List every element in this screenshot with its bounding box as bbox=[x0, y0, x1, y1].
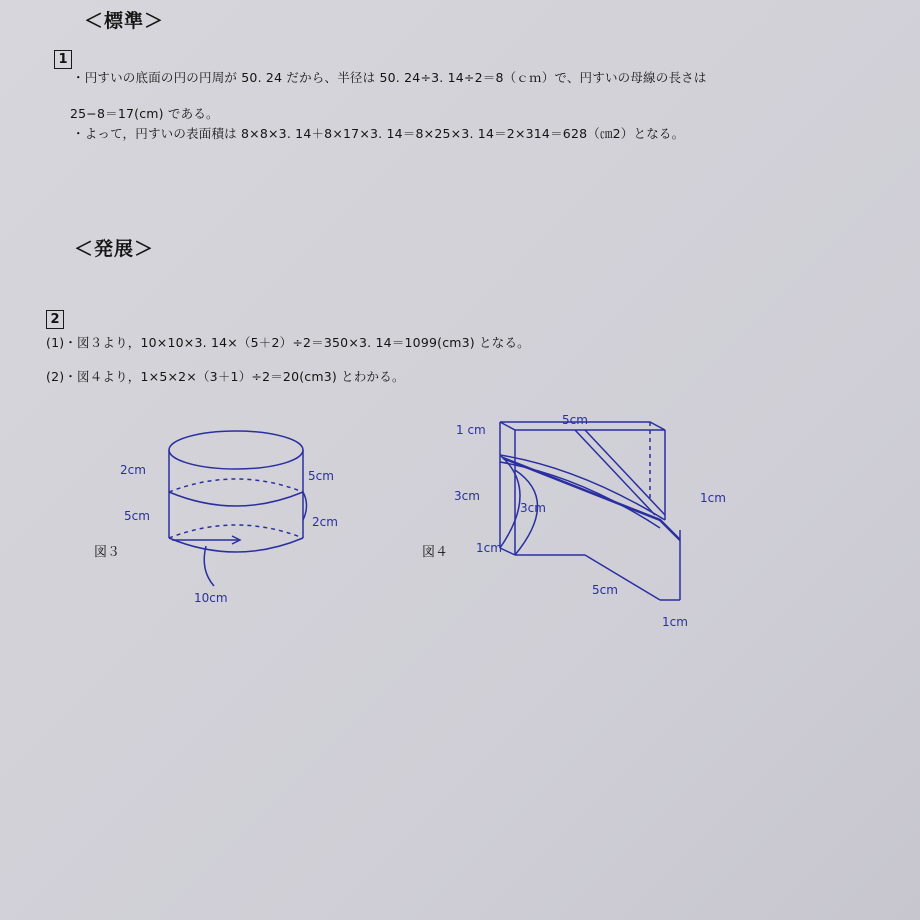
fig3-label-radius: 10cm bbox=[194, 591, 228, 605]
figure-3-caption: 図３ bbox=[94, 545, 121, 560]
problem-1-line-2: 25−8＝17(cm) である。 bbox=[70, 106, 219, 121]
fig4-label-1cm-bottom-left: 1cm bbox=[476, 541, 502, 555]
problem-1-box: 1 bbox=[54, 50, 72, 69]
problem-2-box: 2 bbox=[46, 310, 64, 329]
fig3-label-2cm-left: 2cm bbox=[120, 463, 146, 477]
fig3-label-2cm-right: 2cm bbox=[312, 515, 338, 529]
fig4-label-1cm-top: 1 cm bbox=[456, 423, 486, 437]
fig4-label-1cm-bottom: 1cm bbox=[662, 615, 688, 629]
fig4-label-5cm-bottom: 5cm bbox=[592, 583, 618, 597]
problem-1-line-1: ・円すいの底面の円の円周が 50. 24 だから、半径は 50. 24÷3. 14÷2＝8（ｃｍ）で、円すいの母線の長さは bbox=[72, 70, 707, 85]
problem-1-line-3: ・よって，円すいの表面積は 8×8×3. 14＋8×17×3. 14＝8×25×3. 14＝2×314＝628（㎝2）となる。 bbox=[72, 126, 685, 141]
fig3-label-5cm-right: 5cm bbox=[308, 469, 334, 483]
fig4-label-1cm-right: 1cm bbox=[700, 491, 726, 505]
fig3-label-5cm-left: 5cm bbox=[124, 509, 150, 523]
figure-4-caption: 図４ bbox=[422, 545, 449, 560]
fig4-label-5cm-top: 5cm bbox=[562, 413, 588, 427]
problem-2-line-2: (2)・図４より，1×5×2×（3＋1）÷2＝20(cm3) とわかる。 bbox=[46, 369, 405, 384]
figure-3-cylinder bbox=[169, 431, 307, 586]
standard-heading: ＜標準＞ bbox=[84, 10, 165, 32]
fig4-label-3cm-inner: 3cm bbox=[520, 501, 546, 515]
advanced-heading: ＜発展＞ bbox=[74, 238, 155, 260]
problem-2-line-1: (1)・図３より，10×10×3. 14×（5＋2）÷2＝350×3. 14＝1099(cm3) となる。 bbox=[46, 335, 530, 350]
fig4-label-3cm-left: 3cm bbox=[454, 489, 480, 503]
